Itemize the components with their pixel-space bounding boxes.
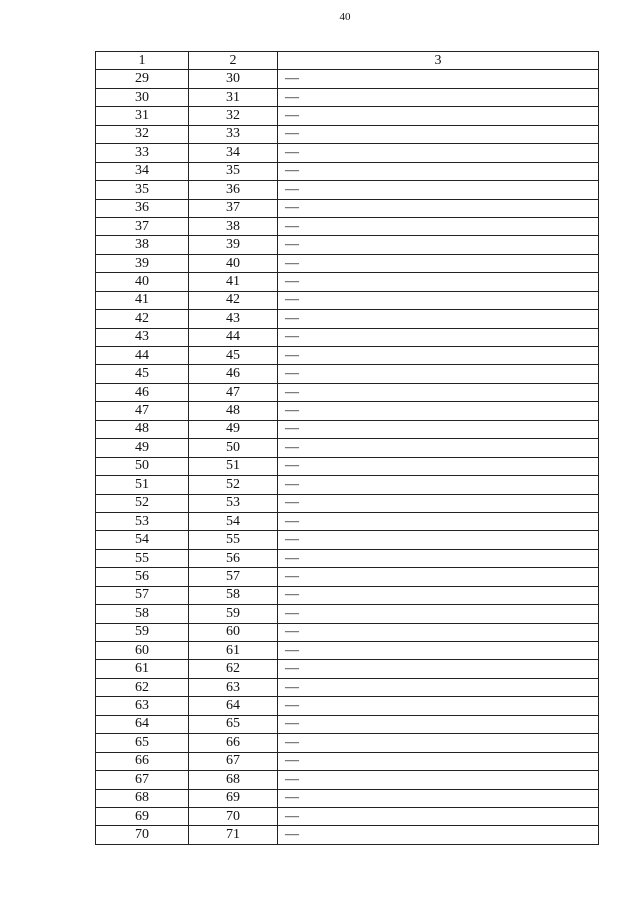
table-cell-col3: —	[278, 457, 599, 475]
table-row	[96, 383, 599, 401]
column-header-1: 1	[96, 52, 189, 70]
table-row	[96, 586, 599, 604]
table-cell-col3: —	[278, 310, 599, 328]
table-cell-col3: —	[278, 199, 599, 217]
table-row	[96, 310, 599, 328]
table-cell-col3: —	[278, 144, 599, 162]
table-cell-col3: —	[278, 347, 599, 365]
table-cell-col2: 68	[189, 771, 278, 789]
table-row	[96, 420, 599, 438]
table-row	[96, 605, 599, 623]
table-cell-col1: 44	[96, 347, 189, 365]
table-row	[96, 752, 599, 770]
table-cell-col2: 55	[189, 531, 278, 549]
table-cell-col3: —	[278, 125, 599, 143]
table-row	[96, 549, 599, 567]
table-cell-col1: 36	[96, 199, 189, 217]
table-cell-col2: 71	[189, 826, 278, 844]
table-cell-col3: —	[278, 586, 599, 604]
table-cell-col1: 34	[96, 162, 189, 180]
table-row	[96, 789, 599, 807]
table-cell-col3: —	[278, 568, 599, 586]
table-cell-col2: 59	[189, 605, 278, 623]
table-cell-col2: 69	[189, 789, 278, 807]
table-cell-col1: 67	[96, 771, 189, 789]
table-row	[96, 217, 599, 235]
table-cell-col3: —	[278, 439, 599, 457]
table-cell-col2: 36	[189, 181, 278, 199]
table-cell-col1: 31	[96, 107, 189, 125]
table-cell-col1: 45	[96, 365, 189, 383]
table-cell-col3: —	[278, 273, 599, 291]
column-header-2: 2	[189, 52, 278, 70]
table-row	[96, 162, 599, 180]
table-cell-col1: 29	[96, 70, 189, 88]
table-cell-col3: —	[278, 752, 599, 770]
table-cell-col1: 66	[96, 752, 189, 770]
table-cell-col3: —	[278, 236, 599, 254]
table-row	[96, 826, 599, 844]
table-cell-col3: —	[278, 70, 599, 88]
table-cell-col1: 58	[96, 605, 189, 623]
table-cell-col1: 30	[96, 88, 189, 106]
table-cell-col1: 43	[96, 328, 189, 346]
table-cell-col2: 60	[189, 623, 278, 641]
table-row	[96, 678, 599, 696]
table-row	[96, 291, 599, 309]
table-cell-col2: 54	[189, 512, 278, 530]
table-cell-col3: —	[278, 789, 599, 807]
table-cell-col1: 33	[96, 144, 189, 162]
table-cell-col1: 46	[96, 383, 189, 401]
table-row	[96, 771, 599, 789]
table-cell-col1: 49	[96, 439, 189, 457]
table-cell-col1: 59	[96, 623, 189, 641]
table-cell-col2: 38	[189, 217, 278, 235]
table-row	[96, 125, 599, 143]
table-row	[96, 328, 599, 346]
table-cell-col1: 40	[96, 273, 189, 291]
table-cell-col1: 42	[96, 310, 189, 328]
table-cell-col2: 49	[189, 420, 278, 438]
table-cell-col1: 70	[96, 826, 189, 844]
column-header-3: 3	[278, 52, 599, 70]
table-row	[96, 715, 599, 733]
table-cell-col3: —	[278, 549, 599, 567]
table-cell-col3: —	[278, 383, 599, 401]
table-cell-col3: —	[278, 678, 599, 696]
table-cell-col1: 63	[96, 697, 189, 715]
table-row	[96, 88, 599, 106]
table-cell-col1: 64	[96, 715, 189, 733]
table-row	[96, 365, 599, 383]
table-cell-col1: 32	[96, 125, 189, 143]
table-cell-col2: 63	[189, 678, 278, 696]
table-cell-col2: 50	[189, 439, 278, 457]
table-cell-col3: —	[278, 181, 599, 199]
table-cell-col2: 41	[189, 273, 278, 291]
table-cell-col2: 39	[189, 236, 278, 254]
table-cell-col1: 54	[96, 531, 189, 549]
table-cell-col1: 65	[96, 734, 189, 752]
table-cell-col2: 45	[189, 347, 278, 365]
table-cell-col2: 56	[189, 549, 278, 567]
table-row	[96, 568, 599, 586]
table-row	[96, 181, 599, 199]
table-cell-col2: 32	[189, 107, 278, 125]
table-cell-col2: 48	[189, 402, 278, 420]
table-row	[96, 623, 599, 641]
table-cell-col1: 47	[96, 402, 189, 420]
table-cell-col2: 57	[189, 568, 278, 586]
table-cell-col2: 43	[189, 310, 278, 328]
table-cell-col1: 60	[96, 642, 189, 660]
table-cell-col1: 51	[96, 476, 189, 494]
data-table	[95, 51, 599, 845]
table-cell-col3: —	[278, 217, 599, 235]
table-row	[96, 476, 599, 494]
table-cell-col1: 38	[96, 236, 189, 254]
table-cell-col3: —	[278, 660, 599, 678]
table-cell-col1: 62	[96, 678, 189, 696]
table-cell-col3: —	[278, 107, 599, 125]
table-cell-col1: 61	[96, 660, 189, 678]
table-row	[96, 512, 599, 530]
table-cell-col3: —	[278, 697, 599, 715]
table-cell-col3: —	[278, 623, 599, 641]
table-cell-col2: 47	[189, 383, 278, 401]
table-row	[96, 254, 599, 272]
table-cell-col3: —	[278, 328, 599, 346]
table-cell-col3: —	[278, 291, 599, 309]
table-row	[96, 531, 599, 549]
table-cell-col3: —	[278, 162, 599, 180]
table-cell-col2: 67	[189, 752, 278, 770]
table-row	[96, 199, 599, 217]
table-cell-col2: 51	[189, 457, 278, 475]
table-row	[96, 439, 599, 457]
table-cell-col1: 53	[96, 512, 189, 530]
table-cell-col2: 31	[189, 88, 278, 106]
table-cell-col1: 35	[96, 181, 189, 199]
table-cell-col2: 46	[189, 365, 278, 383]
table-cell-col2: 64	[189, 697, 278, 715]
table-cell-col3: —	[278, 605, 599, 623]
table-cell-col2: 70	[189, 807, 278, 825]
table-cell-col2: 62	[189, 660, 278, 678]
table-cell-col2: 44	[189, 328, 278, 346]
table-cell-col3: —	[278, 531, 599, 549]
table-cell-col3: —	[278, 642, 599, 660]
table-row	[96, 660, 599, 678]
table-cell-col3: —	[278, 476, 599, 494]
table-row	[96, 347, 599, 365]
table-cell-col3: —	[278, 826, 599, 844]
table-row	[96, 144, 599, 162]
table-cell-col2: 66	[189, 734, 278, 752]
table-cell-col2: 33	[189, 125, 278, 143]
table-cell-col1: 68	[96, 789, 189, 807]
table-cell-col3: —	[278, 734, 599, 752]
table-cell-col3: —	[278, 88, 599, 106]
table-cell-col2: 65	[189, 715, 278, 733]
table-cell-col1: 57	[96, 586, 189, 604]
table-cell-col2: 61	[189, 642, 278, 660]
table-cell-col1: 56	[96, 568, 189, 586]
table-row	[96, 402, 599, 420]
table-cell-col1: 48	[96, 420, 189, 438]
table-cell-col3: —	[278, 402, 599, 420]
table-row	[96, 807, 599, 825]
table-cell-col2: 53	[189, 494, 278, 512]
page-number: 40	[339, 11, 351, 23]
table-cell-col3: —	[278, 254, 599, 272]
table-cell-col3: —	[278, 365, 599, 383]
table-cell-col2: 52	[189, 476, 278, 494]
table-row	[96, 697, 599, 715]
table-cell-col1: 37	[96, 217, 189, 235]
table-cell-col3: —	[278, 807, 599, 825]
table-cell-col3: —	[278, 512, 599, 530]
table-row	[96, 457, 599, 475]
table-cell-col2: 42	[189, 291, 278, 309]
table-cell-col1: 39	[96, 254, 189, 272]
table-body	[96, 70, 599, 844]
table-cell-col3: —	[278, 420, 599, 438]
table-row	[96, 642, 599, 660]
table-row	[96, 107, 599, 125]
table-cell-col1: 69	[96, 807, 189, 825]
table-row	[96, 236, 599, 254]
table-cell-col2: 34	[189, 144, 278, 162]
table-cell-col2: 35	[189, 162, 278, 180]
table-cell-col2: 37	[189, 199, 278, 217]
table-cell-col1: 52	[96, 494, 189, 512]
table-row	[96, 273, 599, 291]
table-row	[96, 494, 599, 512]
table-row	[96, 734, 599, 752]
table-cell-col1: 55	[96, 549, 189, 567]
table-cell-col2: 58	[189, 586, 278, 604]
table-cell-col2: 30	[189, 70, 278, 88]
table-cell-col1: 41	[96, 291, 189, 309]
table-cell-col3: —	[278, 494, 599, 512]
table-cell-col3: —	[278, 715, 599, 733]
table-cell-col3: —	[278, 771, 599, 789]
table-cell-col2: 40	[189, 254, 278, 272]
table-row	[96, 70, 599, 88]
table-cell-col1: 50	[96, 457, 189, 475]
table-header-row	[96, 52, 599, 70]
